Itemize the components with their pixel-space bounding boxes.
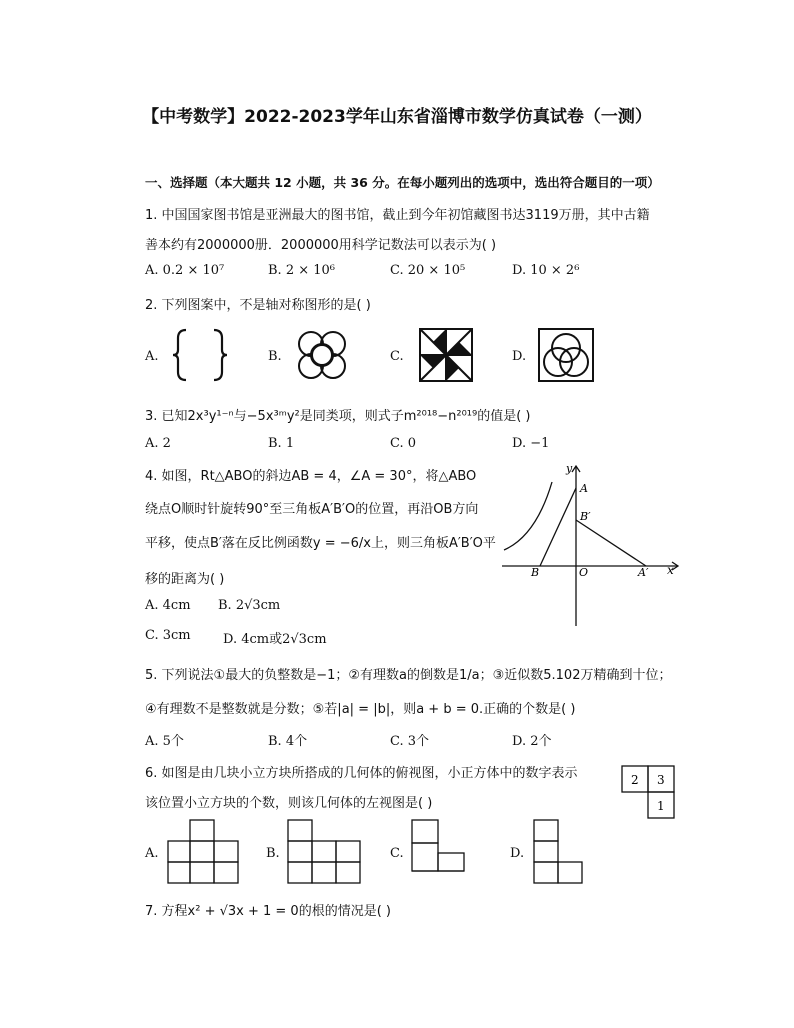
q4-line1: 4. 如图，Rt△ABO的斜边AB = 4，∠A = 30°，将△ABO xyxy=(145,469,477,484)
q3-option-a: A. 2 xyxy=(145,436,171,451)
q1-option-a: A. 0.2 × 10⁷ xyxy=(145,263,225,278)
q3-option-d: D. −1 xyxy=(512,436,550,451)
q6-label-a: A. xyxy=(145,846,159,861)
q2-figure-braces xyxy=(170,326,230,384)
point-a-label: A xyxy=(580,482,588,495)
q1-option-d: D. 10 × 2⁶ xyxy=(512,263,580,278)
point-o-label: O xyxy=(579,566,589,579)
q4-line4: 移的距离为( ) xyxy=(145,572,225,587)
q6-figure-d xyxy=(532,818,588,886)
q3-option-c: C. 0 xyxy=(390,436,417,451)
q5-option-d: D. 2个 xyxy=(512,734,552,749)
q3-option-b: B. 1 xyxy=(268,436,295,451)
segment-bp-ap xyxy=(576,520,646,566)
q2-label-d: D. xyxy=(512,349,527,364)
point-aprime-label: A′ xyxy=(638,566,649,579)
q3-line1: 3. 已知2x³y¹⁻ⁿ与−5x³ᵐy²是同类项，则式子m²⁰¹⁸−n²⁰¹⁹的值是( ) xyxy=(145,409,531,424)
hyperbola-curve xyxy=(504,482,552,550)
q4-line3: 平移，使点B′落在反比例函数y = −6/x上，则三角板A′B′O平 xyxy=(145,536,496,551)
q6-line1: 6. 如图是由几块小立方块所搭成的几何体的俯视图，小正方体中的数字表示 xyxy=(145,766,578,781)
q1-line1: 1. 中国国家图书馆是亚洲最大的图书馆，截止到今年初馆藏图书达3119万册，其中古籍 xyxy=(145,208,650,223)
q4-option-c: C. 3cm xyxy=(145,628,191,643)
q5-option-a: A. 5个 xyxy=(145,734,184,749)
q4-option-b: B. 2√3cm xyxy=(218,598,281,613)
y-axis-label: y xyxy=(566,462,573,475)
q6-top-view-grid xyxy=(620,764,680,820)
q4-coordinate-graph xyxy=(500,458,685,630)
point-bprime-label: B′ xyxy=(580,510,591,523)
q1-line2: 善本约有2000000册．2000000用科学记数法可以表示为( ) xyxy=(145,238,497,253)
q6-figure-b xyxy=(286,818,362,886)
q2-figure-pinwheel xyxy=(416,326,476,384)
q5-option-c: C. 3个 xyxy=(390,734,430,749)
q2-figure-flower xyxy=(292,326,352,384)
q4-option-a: A. 4cm xyxy=(145,598,191,613)
q2-figure-circles xyxy=(536,326,596,384)
q6-label-b: B. xyxy=(266,846,280,861)
q7-line1: 7. 方程x² + √3x + 1 = 0的根的情况是( ) xyxy=(145,904,391,919)
grid-number-1: 1 xyxy=(657,799,665,813)
q4-option-d: D. 4cm或2√3cm xyxy=(223,632,327,647)
q1-option-b: B. 2 × 10⁶ xyxy=(268,263,335,278)
grid-number-3: 3 xyxy=(657,773,665,787)
q4-line2: 绕点O顺时针旋转90°至三角板A′B′O的位置，再沿OB方向 xyxy=(145,502,479,517)
grid-number-2: 2 xyxy=(631,773,639,787)
q1-option-c: C. 20 × 10⁵ xyxy=(390,263,466,278)
q2-label-b: B. xyxy=(268,349,282,364)
x-axis-label: x xyxy=(667,563,674,577)
point-b-label: B xyxy=(531,566,540,579)
q6-line2: 该位置小立方块的个数，则该几何体的左视图是( ) xyxy=(145,796,433,811)
q5-line1: 5. 下列说法①最大的负整数是−1；②有理数a的倒数是1/a；③近似数5.102万精确到十位； xyxy=(145,668,672,683)
q5-line2: ④有理数不是整数就是分数；⑤若|a| = |b|，则a + b = 0.正确的个数是( ) xyxy=(145,702,576,717)
q6-figure-c xyxy=(410,818,470,886)
q6-label-d: D. xyxy=(510,846,525,861)
q5-option-b: B. 4个 xyxy=(268,734,308,749)
section-heading: 一、选择题（本大题共 12 小题，共 36 分。在每小题列出的选项中，选出符合题目的一项） xyxy=(145,175,660,190)
page-title: 【中考数学】2022-2023学年山东省淄博市数学仿真试卷（一测） xyxy=(142,107,652,127)
q6-figure-a xyxy=(166,818,242,886)
q2-label-a: A. xyxy=(145,349,159,364)
q2-label-c: C. xyxy=(390,349,404,364)
q6-label-c: C. xyxy=(390,846,404,861)
q2-line1: 2. 下列图案中，不是轴对称图形的是( ) xyxy=(145,298,371,313)
